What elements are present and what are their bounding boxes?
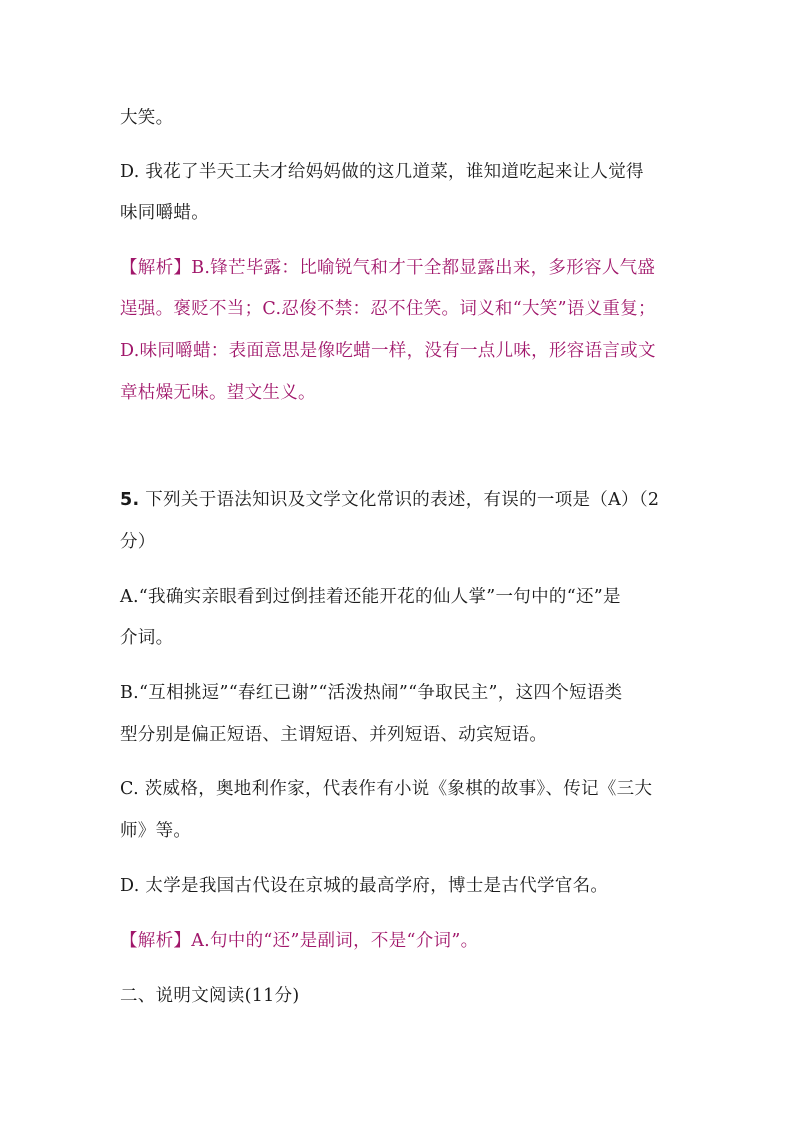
option-a-line-2: 介词。 <box>120 628 174 648</box>
analysis-line-1: 【解析】B.锋芒毕露：比喻锐气和才干全都显露出来，多形容人气盛 <box>120 258 656 278</box>
option-a-line-1: A.“我确实亲眼看到过倒挂着还能开花的仙人掌”一句中的“还”是 <box>120 587 621 607</box>
option-d-line-1: D. 我花了半天工夫才给妈妈做的这几道菜，谁知道吃起来让人觉得 <box>120 162 644 182</box>
question-5-line-2: 分） <box>120 532 156 552</box>
option-d-line-2: 味同嚼蜡。 <box>120 203 209 223</box>
text-line-1: 大笑。 <box>120 108 174 128</box>
analysis-line-2: 逞强。褒贬不当；C.忍俊不禁：忍不住笑。词义和“大笑”语义重复； <box>120 299 656 319</box>
analysis-line-4: 章枯燥无味。望文生义。 <box>120 383 316 403</box>
question-5-text: 下列关于语法知识及文学文化常识的表述，有误的一项是（A）（2 <box>139 490 660 510</box>
option-b-line-1: B.“互相挑逗”“春红已谢”“活泼热闹”“争取民主”，这四个短语类 <box>120 683 623 703</box>
question-5-line-1 <box>120 488 700 512</box>
question-number: 5. <box>120 490 140 510</box>
section-heading: 二、说明文阅读(11分) <box>120 986 300 1006</box>
option-d2-line-1: D. 太学是我国古代设在京城的最高学府，博士是古代学官名。 <box>120 876 609 896</box>
analysis-q5: 【解析】A.句中的“还”是副词，不是“介词”。 <box>120 931 479 951</box>
option-b-line-2: 型分别是偏正短语、主谓短语、并列短语、动宾短语。 <box>120 725 548 745</box>
analysis-line-3: D.味同嚼蜡：表面意思是像吃蜡一样，没有一点儿味，形容语言或文 <box>120 341 656 361</box>
option-c-line-1: C. 茨威格，奥地利作家，代表作有小说《象棋的故事》、传记《三大 <box>120 779 653 799</box>
option-c-line-2: 师》等。 <box>120 821 192 841</box>
